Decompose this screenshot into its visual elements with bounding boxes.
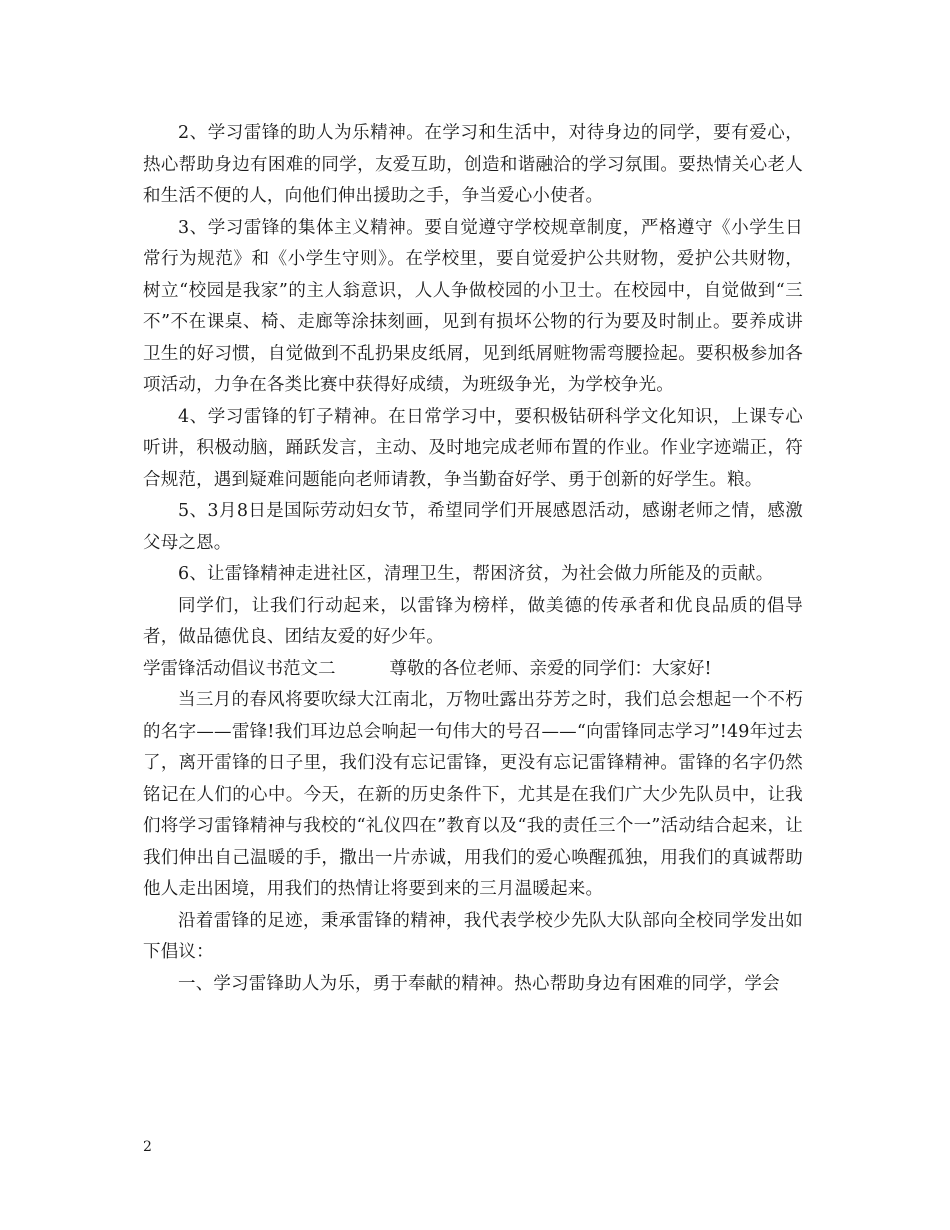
- paragraph-intro: 当三月的春风将要吹绿大江南北，万物吐露出芬芳之时，我们总会想起一个不朽的名字——雷锋!我们耳边总会响起一句伟大的号召——“向雷锋同志学习”!49年过去了，离开雷锋的日子里，我们没有忘记雷锋，更没有忘记雷锋精神。雷锋的名字仍然铭记在人们的心中。今天，在新的历史条件下，尤其是在我们广大少先队员中，让我们将学习雷锋精神与我校的“礼仪四在”教育以及“我的责任三个一”活动结合起来，让我们伸出自己温暖的手，撒出一片赤诚，用我们的爱心唤醒孤独，用我们的真诚帮助他人走出困境，用我们的热情让将要到来的三月温暖起来。: [143, 690, 803, 899]
- paragraph-item-6: 6、让雷锋精神走进社区，清理卫生，帮困济贫，为社会做力所能及的贡献。: [178, 564, 774, 584]
- paragraph-item-5: 5、3月8日是国际劳动妇女节，希望同学们开展感恩活动，感谢老师之情，感激父母之恩。: [143, 501, 803, 553]
- paragraph-item-2: 2、学习雷锋的助人为乐精神。在学习和生活中，对待身边的同学，要有爱心，热心帮助身边有困难的同学，友爱互助，创造和谐融洽的学习氛围。要热情关心老人和生活不便的人，向他们伸出援助之手，争当爱心小使者。: [143, 123, 803, 206]
- section-heading-line: [143, 654, 803, 686]
- greeting-text: 尊敬的各位老师、亲爱的同学们：大家好!: [389, 658, 712, 679]
- paragraph-item-3: 3、学习雷锋的集体主义精神。要自觉遵守学校规章制度，严格遵守《小学生日常行为规范》和《小学生守则》。在学校里，要自觉爱护公共财物，爱护公共财物，树立“校园是我家”的主人翁意识，人人争做校园的小卫士。在校园中，自觉做到“三不”不在课桌、椅、走廊等涂抹刻画，见到有损坏公物的行为要及时制止。要养成讲卫生的好习惯，自觉做到不乱扔果皮纸屑，见到纸屑赃物需弯腰捡起。要积极参加各项活动，力争在各类比赛中获得好成绩，为班级争光，为学校争光。: [143, 217, 803, 395]
- section-title: 学雷锋活动倡议书范文二: [143, 658, 336, 679]
- page-number: 2: [143, 1139, 152, 1155]
- paragraph-proposal-lead: 沿着雷锋的足迹，秉承雷锋的精神，我代表学校少先队大队部向全校同学发出如下倡议：: [143, 910, 803, 962]
- paragraph-proposal-1: 一、学习雷锋助人为乐，勇于奉献的精神。热心帮助身边有困难的同学，学会: [178, 973, 780, 994]
- document-body: [143, 118, 803, 1000]
- paragraph-closing: 同学们，让我们行动起来，以雷锋为榜样，做美德的传承者和优良品质的倡导者，做品德优良、团结友爱的好少年。: [143, 595, 803, 647]
- paragraph-item-4: 4、学习雷锋的钉子精神。在日常学习中，要积极钻研科学文化知识，上课专心听讲，积极动脑，踊跃发言，主动、及时地完成老师布置的作业。作业字迹端正，符合规范，遇到疑难问题能向老师请教，争当勤奋好学、勇于创新的好学生。粮。: [143, 406, 803, 490]
